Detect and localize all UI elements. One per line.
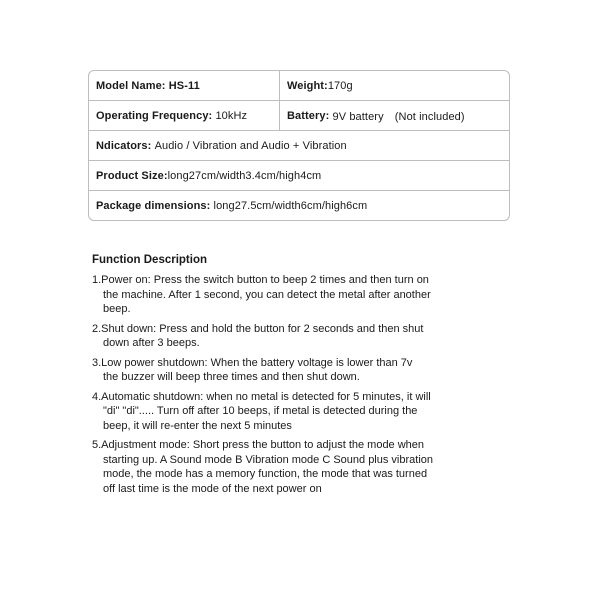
indicators-cell xyxy=(89,131,509,160)
product-size-value: long27cm/width3.4cm/high4cm xyxy=(167,169,322,182)
function-list xyxy=(92,273,512,501)
model-value: HS-11 xyxy=(168,79,200,92)
model-label: Model Name: xyxy=(96,79,166,92)
function-line: the buzzer will beep three times and then shut down. xyxy=(103,371,360,383)
battery-value: 9V battery (Not included) xyxy=(332,110,465,123)
spec-row-model-weight xyxy=(89,71,509,101)
frequency-label: Operating Frequency: xyxy=(96,109,213,122)
function-item-auto-shutdown xyxy=(92,390,512,434)
function-item-shut-down xyxy=(92,322,512,351)
function-line: beep. xyxy=(103,303,131,315)
function-line: beep, it will re-enter the next 5 minutes xyxy=(103,419,292,432)
frequency-value: 10kHz xyxy=(215,109,248,122)
product-size-cell xyxy=(89,161,509,190)
function-line: mode, the mode has a memory function, the mode that was turned xyxy=(103,468,428,480)
function-item-power-on xyxy=(92,273,512,317)
weight-cell xyxy=(280,71,509,100)
package-cell xyxy=(89,191,509,220)
function-item-adjustment-mode xyxy=(92,438,512,496)
spec-row-frequency-battery xyxy=(89,101,509,131)
battery-cell xyxy=(280,101,509,130)
indicators-label: Ndicators: xyxy=(96,139,152,152)
spec-table xyxy=(88,70,510,221)
function-line: "di" "di"..... Turn off after 10 beeps, if metal is detected during the xyxy=(103,405,418,417)
function-line: 3.Low power shutdown: When the battery voltage is lower than 7v xyxy=(92,356,413,369)
model-cell xyxy=(89,71,280,100)
function-line: 1.Power on: Press the switch button to beep 2 times and then turn on xyxy=(92,274,429,286)
function-line: starting up. A Sound mode B Vibration mode C Sound plus vibration xyxy=(103,453,434,466)
frequency-cell xyxy=(89,101,280,130)
function-line: 4.Automatic shutdown: when no metal is detected for 5 minutes, it will xyxy=(92,390,431,403)
weight-label: Weight: xyxy=(287,79,328,92)
function-item-low-power xyxy=(92,356,512,385)
weight-value: 170g xyxy=(327,79,353,92)
product-size-label: Product Size: xyxy=(96,169,168,182)
spec-row-product-size xyxy=(89,161,509,191)
indicators-value: Audio / Vibration and Audio + Vibration xyxy=(154,139,347,152)
spec-row-package xyxy=(89,191,509,220)
battery-label: Battery: xyxy=(287,109,330,122)
function-line: down after 3 beeps. xyxy=(103,337,200,349)
spec-row-indicators xyxy=(89,131,509,161)
function-line: off last time is the mode of the next power on xyxy=(103,482,322,495)
function-line: the machine. After 1 second, you can detect the metal after another xyxy=(103,288,431,301)
package-label: Package dimensions: xyxy=(96,199,211,212)
package-value: long27.5cm/width6cm/high6cm xyxy=(213,199,368,212)
function-line: 5.Adjustment mode: Short press the button to adjust the mode when xyxy=(92,439,425,451)
function-description-title: Function Description xyxy=(92,254,207,266)
function-line: 2.Shut down: Press and hold the button for 2 seconds and then shut xyxy=(92,322,424,335)
